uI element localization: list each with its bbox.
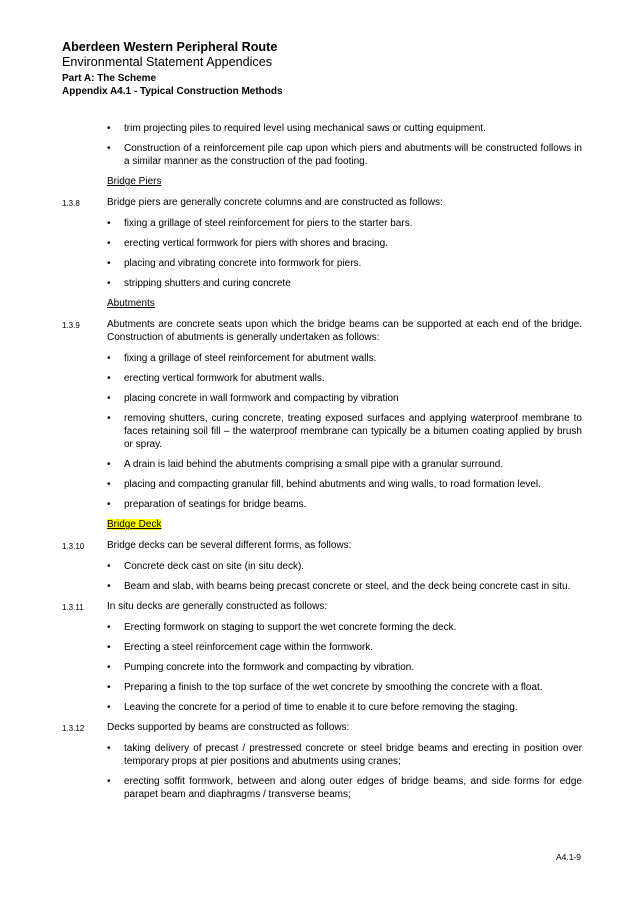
paragraph-number: 1.3.11	[62, 603, 84, 612]
list-item: • preparation of seatings for bridge beams.	[107, 498, 582, 511]
list-item: • Construction of a reinforcement pile cap upon which piers and abutments will be constructed follows in a similar manner as the construction of the pad footing.	[107, 142, 582, 168]
part-label: Part A: The Scheme	[62, 73, 157, 84]
document-title: Aberdeen Western Peripheral Route	[62, 40, 278, 54]
list-item: • Leaving the concrete for a period of time to enable it to cure before removing the staging.	[107, 701, 582, 714]
list-item: • A drain is laid behind the abutments comprising a small pipe with a granular surround.	[107, 458, 582, 471]
paragraph-text: Decks supported by beams are constructed as follows:	[107, 722, 350, 733]
paragraph-1-3-9	[62, 318, 582, 344]
insitu-bullet-list	[62, 621, 582, 714]
list-item: • fixing a grillage of steel reinforcement for piers to the starter bars.	[107, 217, 582, 230]
list-item: • Erecting formwork on staging to support the wet concrete forming the deck.	[107, 621, 582, 634]
paragraph-1-3-12	[62, 721, 582, 734]
deck-bullet-list	[62, 560, 582, 593]
document-header	[62, 40, 283, 98]
list-item: • fixing a grillage of steel reinforcement for abutment walls.	[107, 352, 582, 365]
paragraph-text: Bridge decks can be several different forms, as follows:	[107, 540, 352, 551]
paragraph-text: Bridge piers are generally concrete columns and are constructed as follows:	[107, 197, 443, 208]
section-heading-bridge-deck	[62, 518, 582, 531]
heading-text-highlighted: Bridge Deck	[107, 519, 162, 530]
list-item: • Erecting a steel reinforcement cage within the formwork.	[107, 641, 582, 654]
list-item: • Preparing a finish to the top surface of the wet concrete by smoothing the concrete with a float.	[107, 681, 582, 694]
list-item: • removing shutters, curing concrete, treating exposed surfaces and applying waterproof membrane to faces retaining soil fill – the waterproof membrane can typically be a bitumen coating applied by brush or spray.	[107, 412, 582, 451]
abutments-bullet-list	[62, 352, 582, 511]
list-item: • Pumping concrete into the formwork and compacting by vibration.	[107, 661, 582, 674]
paragraph-number: 1.3.8	[62, 199, 80, 208]
piers-bullet-list	[62, 217, 582, 290]
appendix-label: Appendix A4.1 - Typical Construction Methods	[62, 86, 283, 97]
list-item: • Beam and slab, with beams being precast concrete or steel, and the deck being concrete cast in situ.	[107, 580, 582, 593]
paragraph-number: 1.3.9	[62, 321, 80, 330]
list-item: • trim projecting piles to required level using mechanical saws or cutting equipment.	[107, 122, 582, 135]
heading-text: Bridge Piers	[107, 176, 162, 187]
list-item: • placing concrete in wall formwork and compacting by vibration	[107, 392, 582, 405]
paragraph-1-3-8	[62, 196, 582, 209]
document-body	[62, 122, 582, 808]
paragraph-text: In situ decks are generally constructed as follows:	[107, 601, 328, 612]
beams-bullet-list	[62, 742, 582, 801]
list-item: • taking delivery of precast / prestressed concrete or steel bridge beams and erecting in position over temporary props at pier positions and abutments using cranes;	[107, 742, 582, 768]
list-item: • stripping shutters and curing concrete	[107, 277, 582, 290]
heading-text: Abutments	[107, 298, 155, 309]
section-heading-abutments	[62, 297, 582, 310]
list-item: • placing and compacting granular fill, behind abutments and wing walls, to road formation level.	[107, 478, 582, 491]
page-number: A4.1-9	[555, 852, 581, 862]
paragraph-text: Abutments are concrete seats upon which the bridge beams can be supported at each end of the bridge. Construction of abutments is generally undertaken as follows:	[107, 319, 582, 343]
list-item: • placing and vibrating concrete into formwork for piers.	[107, 257, 582, 270]
paragraph-number: 1.3.10	[62, 542, 85, 551]
list-item: • erecting vertical formwork for abutment walls.	[107, 372, 582, 385]
paragraph-1-3-10	[62, 539, 582, 552]
intro-bullet-list	[62, 122, 582, 168]
list-item: • erecting soffit formwork, between and along outer edges of bridge beams, and side forms for edge parapet beam and diaphragms / transverse beams;	[107, 775, 582, 801]
paragraph-1-3-11	[62, 600, 582, 613]
paragraph-number: 1.3.12	[62, 724, 85, 733]
section-heading-piers	[62, 175, 582, 188]
document-subtitle: Environmental Statement Appendices	[62, 55, 273, 69]
list-item: • erecting vertical formwork for piers with shores and bracing.	[107, 237, 582, 250]
list-item: • Concrete deck cast on site (in situ deck).	[107, 560, 582, 573]
